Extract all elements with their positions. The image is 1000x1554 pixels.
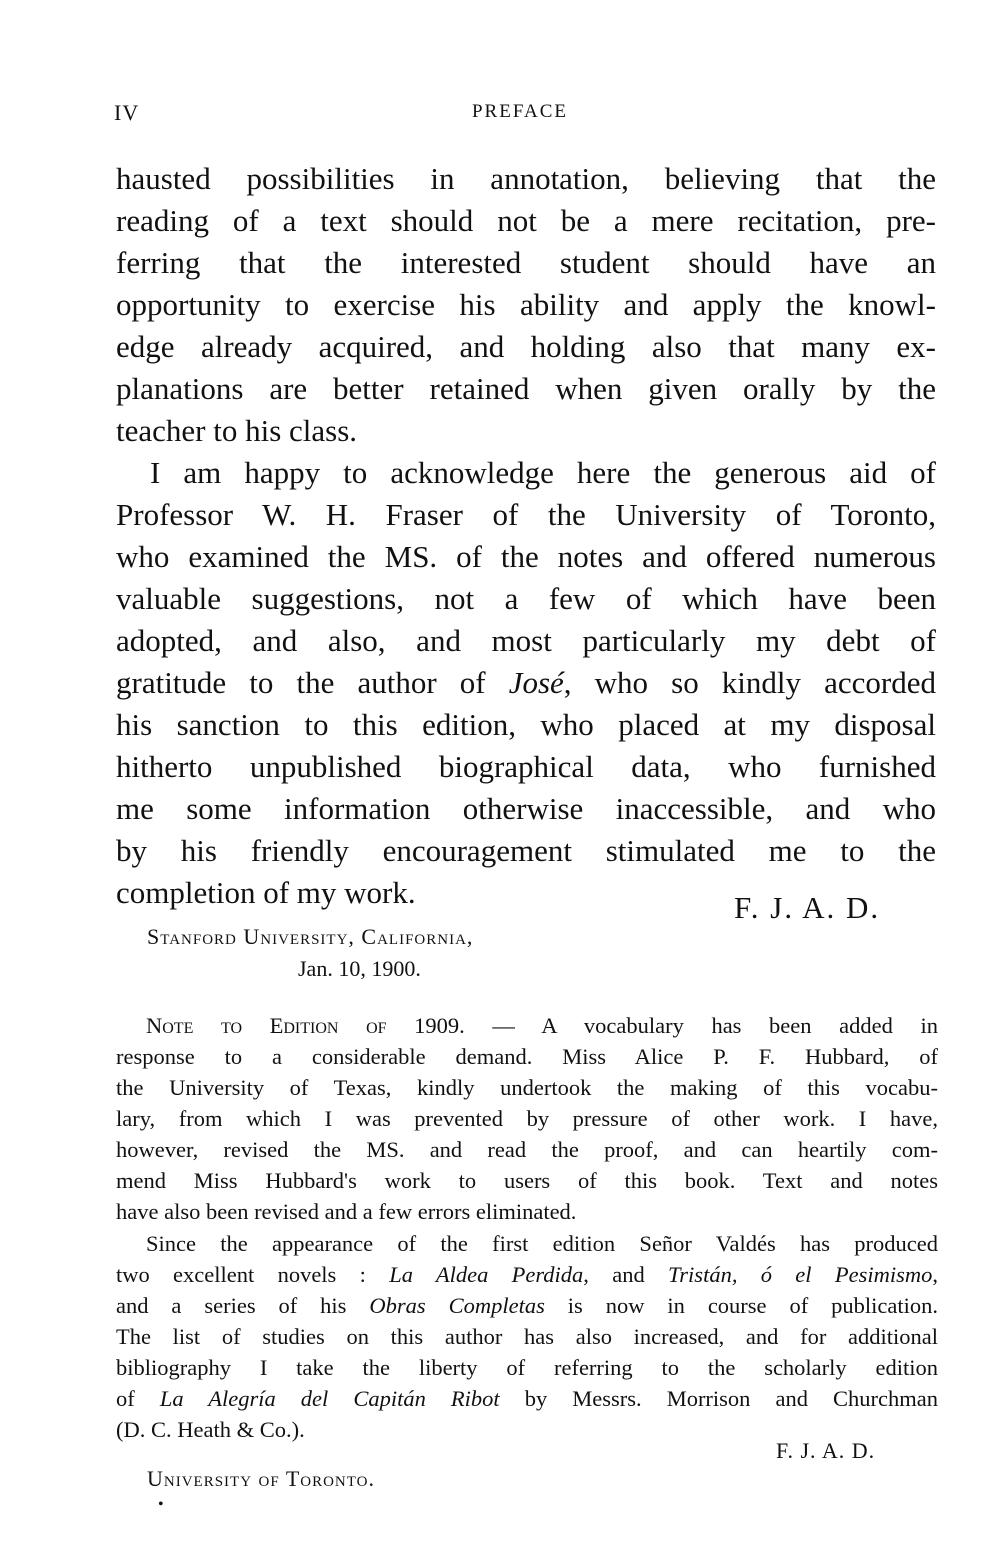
note-line (116, 1259, 938, 1290)
preface-line: ferring that the interested student should have an (116, 245, 936, 280)
note-text: and a series of his (116, 1293, 370, 1318)
preface-line: by his friendly encouragement stimulated me to the (116, 833, 936, 868)
note-line: (D. C. Heath & Co.). (116, 1417, 305, 1442)
preface-line: hitherto unpublished biographical data, who furnished (116, 749, 936, 784)
note-text: , (932, 1262, 938, 1287)
preface-line: Professor W. H. Fraser of the University of Toronto, (116, 497, 936, 532)
preface-text: gratitude to the author of (116, 665, 509, 700)
preface-line (116, 662, 936, 704)
signature-initials: F. J. A. D. (734, 890, 881, 925)
book-title: La Alegría del Capitán Ribot (159, 1386, 500, 1411)
note-heading: Note to Edition of 1909. (146, 1013, 465, 1038)
preface-text: , who so kindly accorded (563, 665, 936, 700)
preface-line: teacher to his class. (116, 413, 358, 448)
page-number: IV (114, 100, 140, 125)
note-text: , and (583, 1262, 669, 1287)
note-line: mend Miss Hubbard's work to users of this book. Text and notes (116, 1168, 938, 1193)
book-title: Tristán, ó el Pesimismo (668, 1262, 933, 1287)
preface-line: edge already acquired, and holding also that many ex- (116, 329, 936, 364)
signature-place: Stanford University, California, (147, 924, 474, 949)
note-line: Since the appearance of the first edition Señor Valdés has produced (146, 1231, 938, 1256)
note-text: of (116, 1386, 160, 1411)
book-title-jose: José (508, 665, 564, 700)
note-text: is now in course of publication. (544, 1293, 939, 1318)
note-text: two excellent novels : (116, 1262, 390, 1287)
preface-line: planations are better retained when given orally by the (116, 371, 936, 406)
preface-line: opportunity to exercise his ability and apply the knowl- (116, 287, 936, 322)
note-line: The list of studies on this author has also increased, and for additional (116, 1324, 938, 1349)
note-line: bibliography I take the liberty of referring to the scholarly edition (116, 1355, 938, 1380)
note-signature-place: University of Toronto. (147, 1466, 375, 1491)
note-signature-initials: F. J. A. D. (776, 1438, 876, 1463)
preface-line: who examined the MS. of the notes and offered numerous (116, 539, 936, 574)
preface-line: completion of my work. (116, 875, 416, 910)
preface-line: reading of a text should not be a mere recitation, pre- (116, 203, 936, 238)
stray-mark: • (158, 1496, 164, 1513)
preface-line: me some information otherwise inaccessible, and who (116, 791, 936, 826)
running-title: PREFACE (471, 101, 568, 122)
preface-line: I am happy to acknowledge here the generous aid of (150, 455, 936, 490)
note-line: have also been revised and a few errors eliminated. (116, 1199, 577, 1224)
preface-line: valuable suggestions, not a few of which have been (116, 581, 936, 616)
note-line: lary, from which I was prevented by pressure of other work. I have, (116, 1106, 938, 1131)
note-text: by Messrs. Morrison and Churchman (499, 1386, 939, 1411)
note-line: the University of Texas, kindly undertook the making of this vocabu- (116, 1075, 938, 1100)
preface-line: hausted possibilities in annotation, believing that the (116, 161, 936, 196)
note-line: response to a considerable demand. Miss Alice P. F. Hubbard, of (116, 1044, 938, 1069)
note-line (116, 1290, 938, 1321)
book-title: La Aldea Perdida (389, 1262, 584, 1287)
signature-date: Jan. 10, 1900. (298, 956, 421, 981)
note-line (116, 1383, 938, 1414)
preface-line: adopted, and also, and most particularly my debt of (116, 623, 936, 658)
preface-line: his sanction to this edition, who placed at my disposal (116, 707, 936, 742)
note-line (116, 1010, 938, 1041)
book-title: Obras Completas (369, 1293, 545, 1318)
note-line: however, revised the MS. and read the proof, and can heartily com- (116, 1137, 938, 1162)
note-text: — A vocabulary has been added in (464, 1013, 938, 1038)
